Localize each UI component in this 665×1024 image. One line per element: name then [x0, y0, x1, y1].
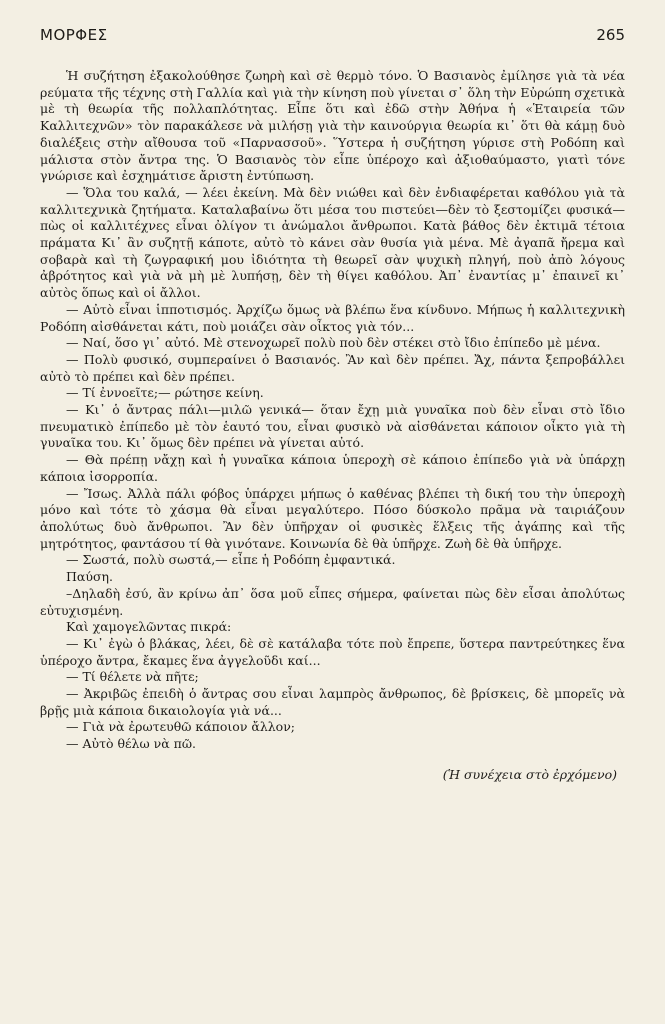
paragraph: — Ἀκριβῶς ἐπειδὴ ὁ ἄντρας σου εἶναι λαμπρὸς ἄνθρωπος, δὲ βρίσκεις, δὲ μπορεῖς νὰ βρῇς μιὰ κάποια δικαιολογία γιὰ νά... [40, 686, 625, 718]
paragraph: Παύση. [66, 569, 113, 585]
paragraph: — Ἴσως. Ἀλλὰ πάλι φόβος ὑπάρχει μήπως ὁ καθένας βλέπει τὴ δική του τὴν ὑπεροχὴ μόνο καὶ τότε τὸ χάσμα θὰ εἶναι μεγαλύτερο. Πόσο δύσκολο πρᾶμα νὰ ταιριάζουν ἀπολύτως δυὸ ἄνθρωποι. Ἂν δὲν ὑπῆρχαν οἱ φυσικὲς ἕλξεις τῆς ἀγάπης καὶ τῆς μητρότητος, φαντάσου τί θὰ γινότανε. Κοινωνία δὲ θὰ ὑπῆρχε. Ζωὴ δὲ θὰ ὑπῆρχε. [40, 485, 625, 551]
paragraph: — Πολὺ φυσικό, συμπεραίνει ὁ Βασιανός. Ἂν καὶ δὲν πρέπει. Ἄχ, πάντα ξεπροβάλλει αὐτὸ τὸ πρέπει καὶ δὲν πρέπει. [40, 351, 625, 384]
paragraph: — Θὰ πρέπῃ νἄχῃ καὶ ἡ γυναῖκα κάποια ὑπεροχὴ σὲ κάποιο ἐπίπεδο γιὰ νὰ ὑπάρχῃ κάποια ἰσορροπία. [40, 452, 625, 484]
article-body [40, 68, 625, 753]
paragraph: Καὶ χαμογελῶντας πικρά: [66, 619, 232, 635]
journal-title: ΜΟΡΦΕΣ [40, 26, 108, 44]
page-header [40, 26, 625, 60]
paragraph: Ἡ συζήτηση ἐξακολούθησε ζωηρὴ καὶ σὲ θερμὸ τόνο. Ὁ Βασιανὸς ἐμίλησε γιὰ τὰ νέα ρεύματα τῆς τέχνης στὴ Γαλλία καὶ γιὰ τὴν κίνηση ποὺ γίνεται σ᾽ ὅλη τὴν Εὐρώπη σχετικὰ μὲ τὴ θεωρία τῆς πολλαπλότητας. Εἶπε ὅτι καὶ ἐδῶ στὴν Ἀθήνα ἡ «Ἑταιρεία τῶν Καλλιτεχνῶν» τὸν παρακάλεσε νὰ μιλήσῃ γιὰ τὴν καινούργια θεωρία κι᾽ ὅτι θὰ κάμῃ δυὸ διαλέξεις στὴν αἴθουσα τοῦ «Παρνασσοῦ». Ὕστερα ἡ συζήτηση γύρισε στὴ Ροδόπη καὶ μάλιστα στὸν ἄντρα της. Ὁ Βασιανὸς τὸν εἶπε ὑπέροχο καὶ ἀξιοθαύμαστο, γιατὶ τόνε γνώρισε καὶ ἐσχημάτισε ἄριστη ἐντύπωση. [40, 68, 625, 184]
paragraph: — Αὐτὸ θέλω νὰ πῶ. [66, 736, 196, 752]
continuation-note: (Ἡ συνέχεια στὸ ἐρχόμενο) [442, 766, 617, 782]
paragraph: — Γιὰ νὰ ἐρωτευθῶ κάποιον ἄλλον; [66, 719, 296, 735]
paragraph: — Κι᾽ ὁ ἄντρας πάλι—μιλῶ γενικά— ὅταν ἔχῃ μιὰ γυναῖκα ποὺ δὲν εἶναι στὸ ἴδιο πνευματικὸ ἐπίπεδο μὲ τὸν ἑαυτό του, εἶναι φυσικὸ νὰ αἰσθάνεται κάποιον οἶκτο γιὰ τὴ γυναῖκα του. Κι᾽ ὅμως δὲν πρέπει νὰ γίνεται αὐτό. [40, 402, 625, 451]
paragraph: — Ὅλα του καλά, — λέει ἐκείνη. Μὰ δὲν νιώθει καὶ δὲν ἐνδιαφέρεται καθόλου γιὰ τὰ καλλιτεχνικὰ ζητήματα. Καταλαβαίνω ὅτι μέσα του πιστεύει—δὲν τὸ ξεστομίζει φυσικά—πὼς οἱ καλλιτέχνες εἶναι ὀλίγον τι ἀνώμαλοι ἄνθρωποι. Κατὰ βάθος δὲν ἐκτιμᾶ τέτοια πράματα Κι᾽ ἂν συζητῇ κάποτε, αὐτὸ τὸ κάνει σὰν θυσία γιὰ μένα. Μὲ ἀγαπᾶ ἤρεμα καὶ σοβαρὰ καὶ τὴ ζωγραφική μου ἰδιότητα τὴ θεωρεῖ σὰν ψυχικὴ πληγή, ποὺ ἀπὸ λόγους ἀβρότητος καὶ γιὰ νὰ μὴ μὲ λυπήσῃ, δὲν τὴ θίγει καθόλου. Ἀπ᾽ ἐναντίας μ᾽ ἐπαινεῖ κι᾽ αὐτὸς ὅπως καὶ οἱ ἄλλοι. [40, 184, 625, 301]
paragraph: — Τί θέλετε νὰ πῆτε; [66, 669, 199, 685]
paragraph: — Κι᾽ ἐγὼ ὁ βλάκας, λέει, δὲ σὲ κατάλαβα τότε ποὺ ἔπρεπε, ὕστερα παντρεύτηκες ἕνα ὑπέροχο ἄντρα, ἔκαμες ἕνα ἀγγελοῦδι καί... [40, 635, 625, 668]
paragraph: — Ναί, ὅσο γι᾽ αὐτό. Μὲ στενοχωρεῖ πολὺ ποὺ δὲν στέκει στὸ ἴδιο ἐπίπεδο μὲ μένα. [66, 335, 601, 351]
paragraph: — Σωστά, πολὺ σωστά,— εἶπε ἡ Ροδόπη ἐμφαντικά. [66, 552, 396, 568]
paragraph: — Τί ἐννοεῖτε;— ρώτησε κείνη. [66, 385, 264, 401]
page-number: 265 [596, 26, 625, 44]
paragraph: –Δηλαδὴ ἐσύ, ἂν κρίνω ἀπ᾽ ὅσα μοῦ εἶπες σήμερα, φαίνεται πὼς δὲν εἶσαι ἀπολύτως εὐτυχισμένη. [40, 585, 625, 618]
paragraph: — Αὐτὸ εἶναι ἱπποτισμός. Ἀρχίζω ὅμως νὰ βλέπω ἕνα κίνδυνο. Μήπως ἡ καλλιτεχνικὴ Ροδόπη αἰσθάνεται κάτι, ποὺ μοιάζει σὰν οἶκτος γιὰ τόν... [40, 301, 625, 334]
